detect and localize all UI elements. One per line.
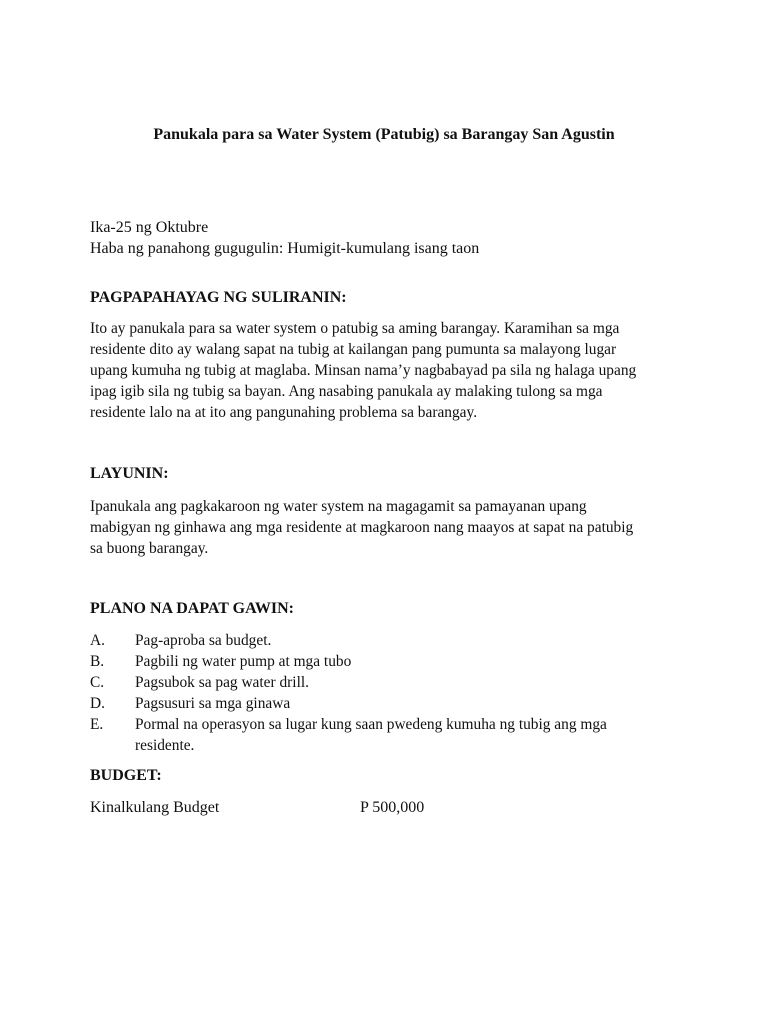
list-item <box>90 672 670 693</box>
plan-heading: PLANO NA DAPAT GAWIN: <box>90 600 295 617</box>
budget-amount: P 500,000 <box>360 799 425 816</box>
list-item-text: Pormal na operasyon sa lugar kung saan pwedeng kumuha ng tubig ang mga residente. <box>135 716 607 754</box>
list-item <box>90 693 670 714</box>
problem-line: upang kumuha ng tubig at maglaba. Minsan nama’y nagbabayad pa sila ng halaga upang <box>90 362 637 379</box>
problem-paragraph <box>90 318 675 423</box>
list-marker: D. <box>90 695 105 712</box>
list-marker: B. <box>90 653 105 670</box>
list-item <box>90 714 670 756</box>
list-item-text: Pag-aproba sa budget. <box>135 632 272 649</box>
document-duration: Haba ng panahong gugugulin: Humigit-kumulang isang taon <box>90 240 480 257</box>
objective-line: sa buong barangay. <box>90 540 209 557</box>
document-title: Panukala para sa Water System (Patubig) sa Barangay San Agustin <box>153 126 615 143</box>
plan-list <box>90 630 670 756</box>
budget-label: Kinalkulang Budget <box>90 799 220 816</box>
list-marker: E. <box>90 716 104 733</box>
objective-paragraph <box>90 496 675 559</box>
document-date: Ika-25 ng Oktubre <box>90 219 209 236</box>
list-marker: A. <box>90 632 105 649</box>
list-marker: C. <box>90 674 105 691</box>
problem-line: Ito ay panukala para sa water system o patubig sa aming barangay. Karamihan sa mga <box>90 320 620 337</box>
list-item-text: Pagbili ng water pump at mga tubo <box>135 653 352 670</box>
problem-heading: PAGPAPAHAYAG NG SULIRANIN: <box>90 289 347 306</box>
document-meta <box>90 217 479 259</box>
list-item-text: Pagsusuri sa mga ginawa <box>135 695 291 712</box>
objective-heading: LAYUNIN: <box>90 465 169 482</box>
list-item <box>90 651 670 672</box>
problem-line: residente dito ay walang sapat na tubig at kailangan pang pumunta sa malayong lugar <box>90 341 617 358</box>
budget-row <box>90 797 690 819</box>
problem-line: ipag igib sila ng tubig sa bayan. Ang nasabing panukala ay malaking tulong sa mga <box>90 383 603 400</box>
problem-line: residente lalo na at ito ang pangunahing problema sa barangay. <box>90 404 478 421</box>
list-item <box>90 630 670 651</box>
objective-line: Ipanukala ang pagkakaroon ng water system na magagamit sa pamayanan upang <box>90 498 587 515</box>
list-item-text: Pagsubok sa pag water drill. <box>135 674 309 691</box>
budget-heading: BUDGET: <box>90 767 162 784</box>
objective-line: mabigyan ng ginhawa ang mga residente at magkaroon nang maayos at sapat na patubig <box>90 519 634 536</box>
